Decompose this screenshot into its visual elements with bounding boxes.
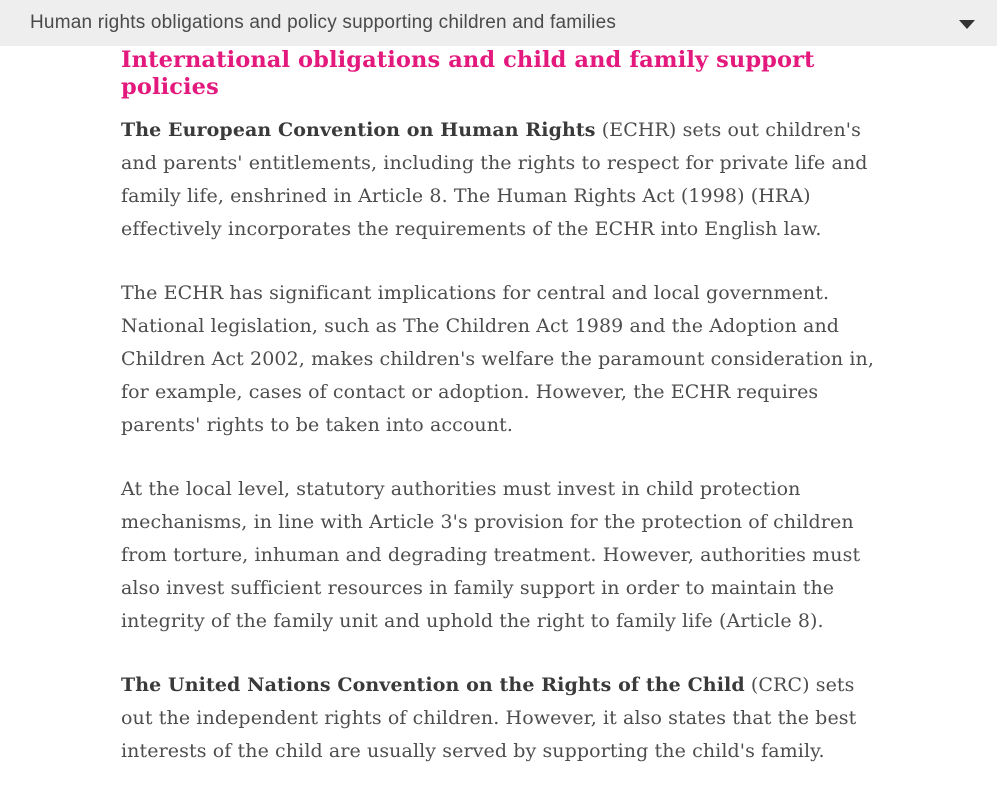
- paragraph-echr-intro-text: (ECHR) sets out children's and parents' entitlements, including the rights to respect for private life and family life, enshrined in Article 8. The Human Rights Act (1998) (HRA) effectively incorporates the requirements of the ECHR into English law.: [121, 119, 868, 240]
- paragraph-local-level: [121, 473, 882, 638]
- accordion-content-panel: [0, 46, 997, 788]
- paragraph-local-level-text: At the local level, statutory authorities must invest in child protection mechanisms, in line with Article 3's provision for the protection of children from torture, inhuman and degrading treatment. However, authorities must also invest sufficient resources in family support in order to maintain the integrity of the family unit and uphold the right to family life (Article 8).: [121, 478, 861, 632]
- paragraph-crc: [121, 669, 882, 768]
- paragraph-echr-implications: [121, 277, 882, 442]
- paragraph-echr-intro-bold-lead: The European Convention on Human Rights: [121, 119, 596, 141]
- paragraph-crc-text: (CRC) sets out the independent rights of children. However, it also states that the best interests of the child are usually served by supporting the child's family.: [121, 674, 857, 762]
- accordion-title: Human rights obligations and policy supporting children and families: [30, 12, 617, 33]
- paragraph-crc-bold-lead: The United Nations Convention on the Rights of the Child: [121, 674, 745, 696]
- caret-down-icon[interactable]: [959, 20, 975, 29]
- paragraph-echr-intro: [121, 114, 882, 246]
- accordion-header[interactable]: [0, 0, 997, 46]
- paragraph-echr-implications-text: The ECHR has significant implications for central and local government. National legislation, such as The Children Act 1989 and the Adoption and Children Act 2002, makes children's welfare the paramount consideration in, for example, cases of contact or adoption. However, the ECHR requires parents' rights to be taken into account.: [121, 282, 875, 436]
- section-heading: International obligations and child and family support policies: [121, 47, 815, 100]
